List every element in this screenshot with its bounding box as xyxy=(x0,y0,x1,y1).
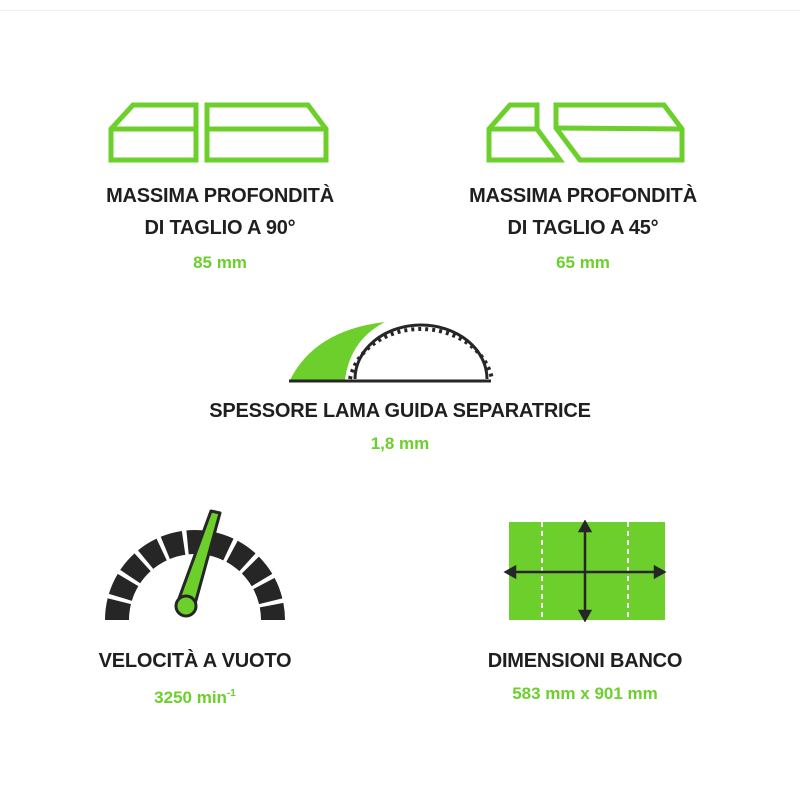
spec-label-line1: MASSIMA PROFONDITÀ xyxy=(106,185,334,207)
spec-value: 65 mm xyxy=(556,253,610,272)
spec-no-load-speed xyxy=(60,645,330,713)
spec-label: DIMENSIONI BANCO xyxy=(487,650,683,672)
speedometer-icon xyxy=(105,508,285,628)
saw-blade-riving-knife-icon xyxy=(285,318,495,386)
wood-block-90-icon xyxy=(100,95,332,167)
spec-value: 1,8 mm xyxy=(370,434,430,453)
spec-table-dimensions xyxy=(445,645,725,709)
speed-value-text: 3250 min xyxy=(154,688,227,707)
spec-label: VELOCITÀ A VUOTO xyxy=(98,650,292,672)
table-dimensions-icon xyxy=(500,520,670,622)
wood-block-45-icon xyxy=(480,95,690,167)
spec-value xyxy=(60,679,330,713)
speed-unit-exponent: -1 xyxy=(226,688,236,699)
spec-label-line2: DI TAGLIO A 90° xyxy=(144,217,296,239)
spec-label-line2: DI TAGLIO A 45° xyxy=(507,217,659,239)
top-divider xyxy=(0,10,800,11)
spec-riving-knife-thickness xyxy=(120,395,680,459)
spec-cut-depth-90 xyxy=(60,180,380,278)
spec-cut-depth-45 xyxy=(423,180,743,278)
spec-value: 85 mm xyxy=(193,253,247,272)
spec-label: SPESSORE LAMA GUIDA SEPARATRICE xyxy=(209,400,591,422)
spec-value: 583 mm x 901 mm xyxy=(512,684,658,703)
spec-label-line1: MASSIMA PROFONDITÀ xyxy=(469,185,697,207)
